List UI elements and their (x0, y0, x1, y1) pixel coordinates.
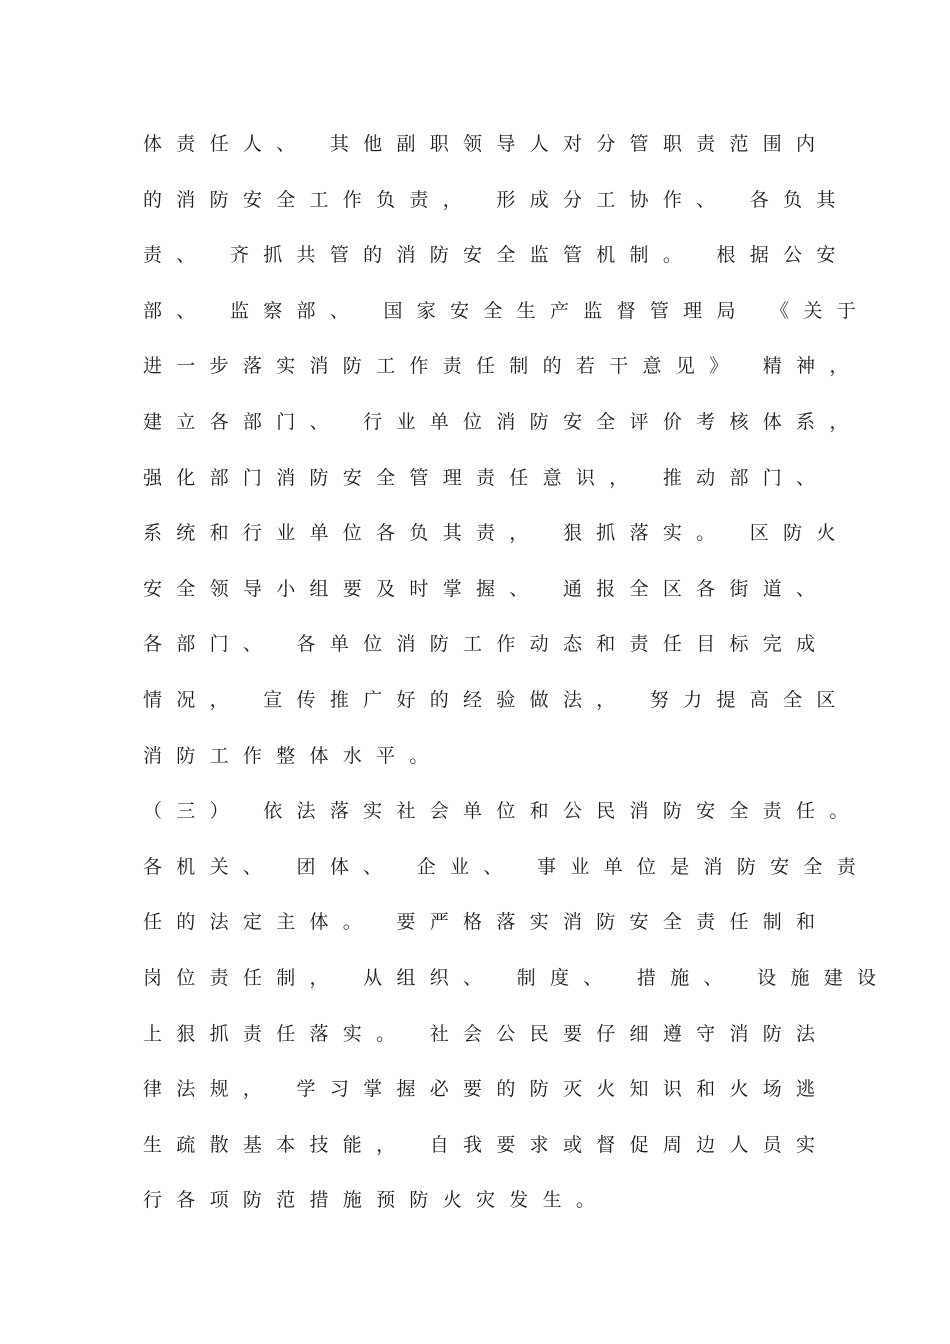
text-line: 责、 齐抓共管的消防安全监管机制。 根据公安 (143, 244, 850, 267)
text-line: （三） 依法落实社会单位和公民消防安全责任。 (143, 800, 863, 823)
text-line: 的消防安全工作负责， 形成分工协作、 各负其 (143, 188, 850, 211)
text-line: 律法规， 学习掌握必要的防灭火知识和火场逃 (143, 1078, 830, 1101)
text-line: 行各项防范措施预防火灾发生。 (143, 1189, 610, 1212)
text-line: 各机关、 团体、 企业、 事业单位是消防安全责 (143, 855, 871, 878)
text-line: 建立各部门、 行业单位消防安全评价考核体系， (143, 410, 863, 433)
text-line: 岗位责任制， 从组织、 制度、 措施、 设施建设 (143, 966, 891, 989)
text-line: 部、 监察部、 国家安全生产监督管理局 《关于 (143, 299, 871, 322)
text-line: 体责任人、 其他副职领导人对分管职责范围内 (143, 133, 830, 155)
text-line: 消防工作整体水平。 (143, 744, 443, 767)
body-text (143, 126, 891, 1238)
text-line: 系统和行业单位各负其责， 狠抓落实。 区防火 (143, 522, 850, 545)
text-line: 任的法定主体。 要严格落实消防安全责任制和 (143, 911, 830, 934)
text-line: 强化部门消防安全管理责任意识， 推动部门、 (143, 466, 830, 489)
text-line: 各部门、 各单位消防工作动态和责任目标完成 (143, 633, 830, 656)
text-line: 情况， 宣传推广好的经验做法， 努力提高全区 (143, 688, 850, 711)
text-line: 进一步落实消防工作责任制的若干意见》 精神， (143, 355, 863, 378)
text-line: 安全领导小组要及时掌握、 通报全区各街道、 (143, 577, 830, 600)
text-line: 上狠抓责任落实。 社会公民要仔细遵守消防法 (143, 1022, 830, 1045)
text-line: 生疏散基本技能， 自我要求或督促周边人员实 (143, 1133, 830, 1156)
